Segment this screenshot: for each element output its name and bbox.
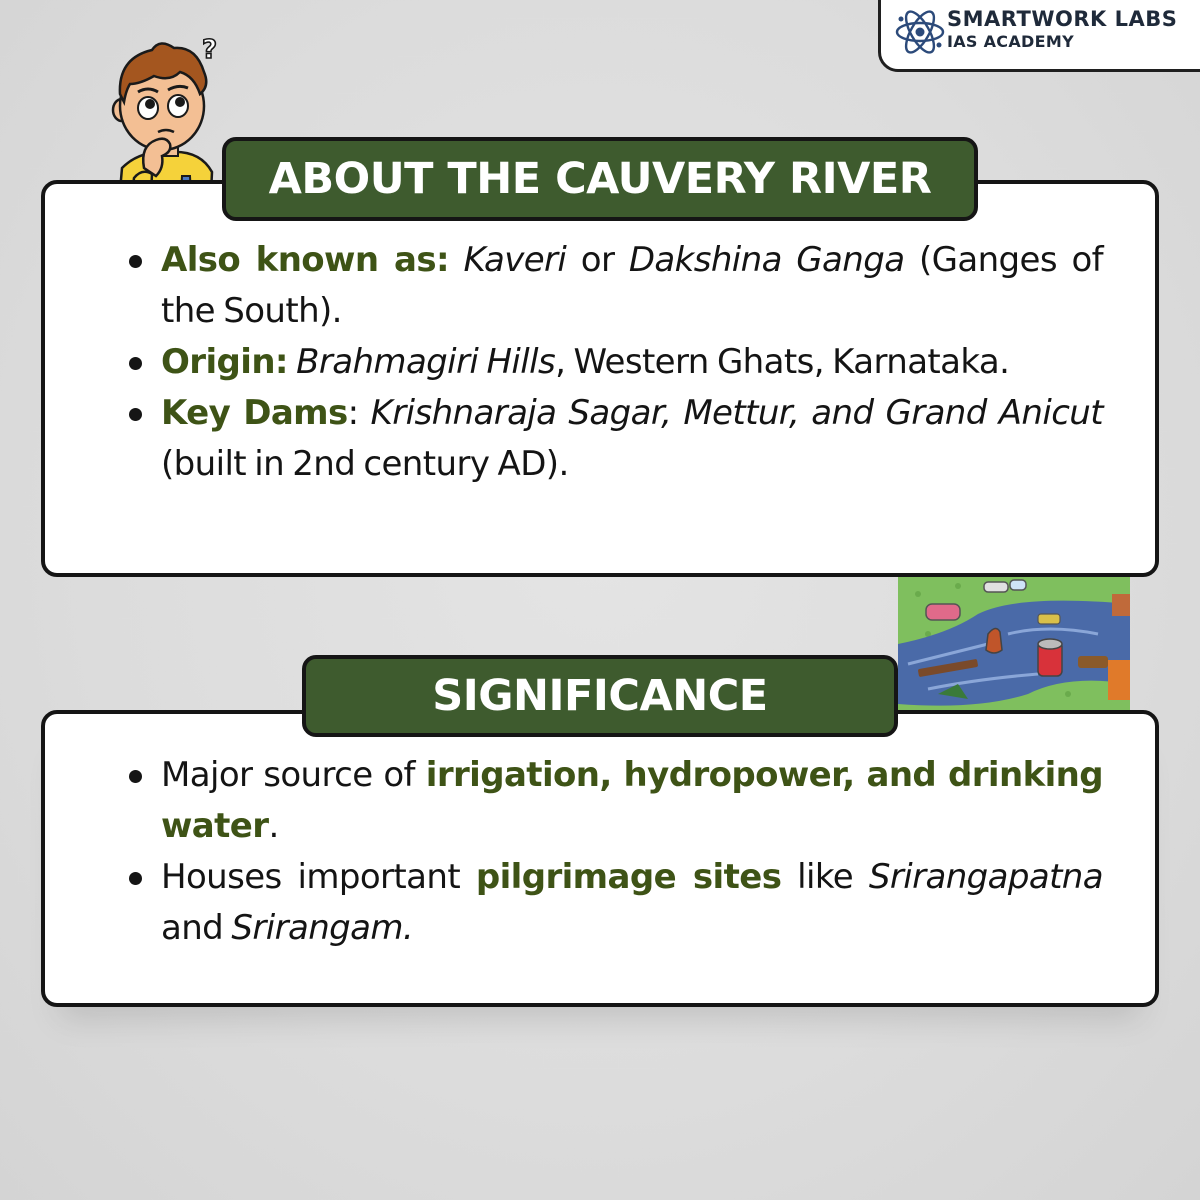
about-list <box>125 235 1103 490</box>
question-mark: ? <box>202 35 218 65</box>
item-label: Also known as: <box>161 240 449 280</box>
significance-list <box>125 750 1103 954</box>
significance-title: SIGNIFICANCE <box>302 655 898 737</box>
list-item: Key Dams: Krishnaraja Sagar, Mettur, and Grand Anicut (built in 2nd century AD). <box>125 388 1103 490</box>
brand-subtitle: IAS ACADEMY <box>947 32 1074 51</box>
list-item: Origin: Brahmagiri Hills, Western Ghats, Karnataka. <box>125 337 1103 388</box>
brand-logo <box>878 0 1200 72</box>
item-label: Origin: <box>161 342 288 382</box>
about-title: ABOUT THE CAUVERY RIVER <box>222 137 978 221</box>
list-item: Major source of irrigation, hydropower, and drinking water. <box>125 750 1103 852</box>
list-item: Also known as: Kaveri or Dakshina Ganga (Ganges of the South). <box>125 235 1103 337</box>
brand-name: SMARTWORK LABS <box>947 7 1178 31</box>
list-item: Houses important pilgrimage sites like Srirangapatna and Srirangam. <box>125 852 1103 954</box>
item-label: Key Dams <box>161 393 348 433</box>
polluted-river-illustration <box>898 574 1130 710</box>
atom-icon <box>893 5 947 59</box>
